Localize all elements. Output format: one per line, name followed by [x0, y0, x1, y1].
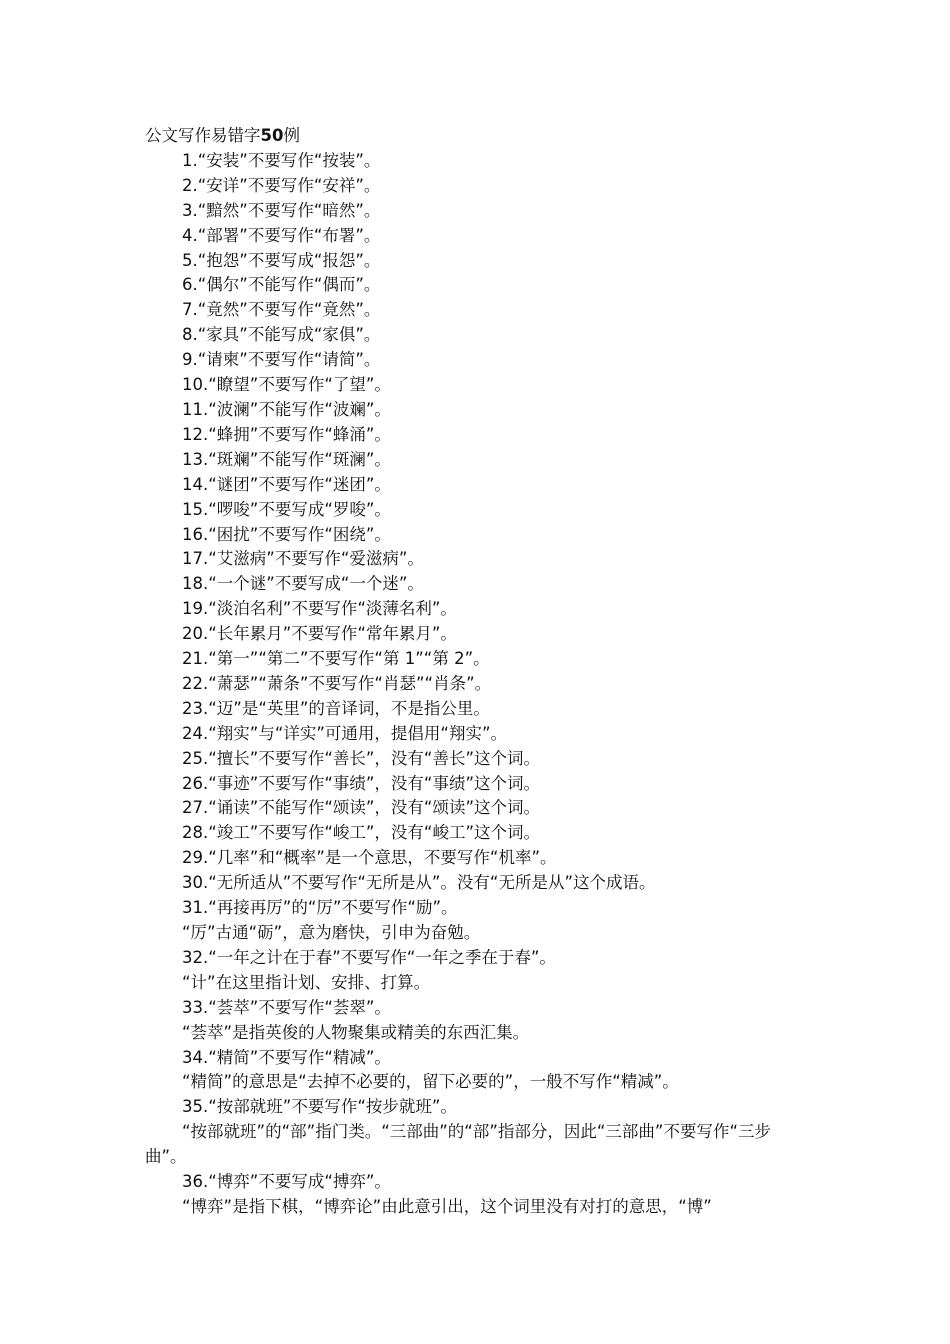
- text-line: 20.“长年累月”不要写作“常年累月”。: [182, 624, 457, 644]
- text-line: 28.“竣工”不要写作“峻工”，没有“峻工”这个词。: [182, 823, 541, 843]
- text-line: 10.“瞭望”不要写作“了望”。: [182, 375, 391, 395]
- text-line: 2.“安详”不要写作“安祥”。: [182, 175, 381, 195]
- text-line: 21.“第一”“第二”不要写作“第 1”“第 2”。: [182, 649, 490, 669]
- text-line: 17.“艾滋病”不要写作“爱滋病”。: [182, 549, 424, 569]
- text-line: 34.“精简”不要写作“精减”。: [182, 1047, 391, 1067]
- text-line: 27.“诵读”不能写作“颂读”，没有“颂读”这个词。: [182, 798, 541, 818]
- text-line: 18.“一个谜”不要写成“一个迷”。: [182, 574, 424, 594]
- text-line: “厉”古通“砺”，意为磨快，引申为奋勉。: [182, 923, 481, 942]
- text-line: 14.“谜团”不要写作“迷团”。: [182, 474, 391, 494]
- document-body: [145, 124, 810, 1220]
- text-line: 9.“请柬”不要写作“请简”。: [182, 350, 381, 370]
- text-line: 35.“按部就班”不要写作“按步就班”。: [182, 1097, 457, 1117]
- text-line: 36.“博弈”不要写成“搏弈”。: [182, 1172, 391, 1192]
- text-line: 3.“黯然”不要写作“暗然”。: [182, 200, 381, 220]
- title-main: 公文写作易错字: [145, 126, 261, 145]
- text-line: 6.“偶尔”不能写作“偶而”。: [182, 275, 381, 295]
- text-line: “博弈”是指下棋，“博弈论”由此意引出，这个词里没有对打的意思，“博”: [182, 1196, 712, 1216]
- text-line: “精简”的意思是“去掉不必要的，留下必要的”，一般不写作“精减”。: [182, 1072, 679, 1092]
- text-line: 19.“淡泊名利”不要写作“淡薄名利”。: [182, 599, 457, 619]
- text-line: 15.“啰唆”不要写成“罗唆”。: [182, 499, 391, 519]
- text-line: 12.“蜂拥”不要写作“蜂涌”。: [182, 424, 391, 444]
- text-line: 1.“安装”不要写作“按装”。: [182, 150, 381, 170]
- text-line: 31.“再接再厉”的“厉”不要写作“励”。: [182, 898, 458, 918]
- document-title: [145, 124, 810, 149]
- text-line: 33.“荟萃”不要写作“荟翠”。: [182, 997, 391, 1017]
- text-line: 4.“部署”不要写作“布署”。: [182, 225, 381, 245]
- title-count: 50: [260, 126, 284, 145]
- text-line: 7.“竟然”不要写作“竟然”。: [182, 300, 381, 320]
- text-line: 11.“波澜”不能写作“波斓”。: [182, 399, 391, 419]
- text-line: 24.“翔实”与“详实”可通用，提倡用“翔实”。: [182, 723, 508, 743]
- text-line: “计”在这里指计划、安排、打算。: [182, 972, 431, 992]
- text-paragraph: “按部就班”的“部”指门类。“三部曲”的“部”指部分，因此“三部曲”不要写作“三步曲”。: [145, 1122, 772, 1167]
- text-line: 16.“困扰”不要写作“困绕”。: [182, 524, 391, 544]
- text-line: 13.“斑斓”不能写作“斑澜”。: [182, 449, 391, 469]
- text-line: 22.“萧瑟”“萧条”不要写作“肖瑟”“肖条”。: [182, 673, 492, 693]
- title-suffix: 例: [283, 126, 300, 145]
- text-line: 30.“无所适从”不要写作“无所是从”。没有“无所是从”这个成语。: [182, 873, 656, 893]
- text-line: 26.“事迹”不要写作“事绩”，没有“事绩”这个词。: [182, 773, 541, 793]
- text-line: 23.“迈”是“英里”的音译词，不是指公里。: [182, 698, 490, 718]
- text-line: 25.“擅长”不要写作“善长”，没有“善长”这个词。: [182, 748, 541, 768]
- text-line: “荟萃”是指英俊的人物聚集或精美的东西汇集。: [182, 1022, 530, 1042]
- text-line: 29.“几率”和“概率”是一个意思，不要写作“机率”。: [182, 848, 557, 868]
- text-line: 8.“家具”不能写成“家俱”。: [182, 325, 381, 345]
- text-line: 32.“一年之计在于春”不要写作“一年之季在于春”。: [182, 947, 556, 967]
- text-line: 5.“抱怨”不要写成“报怨”。: [182, 250, 381, 270]
